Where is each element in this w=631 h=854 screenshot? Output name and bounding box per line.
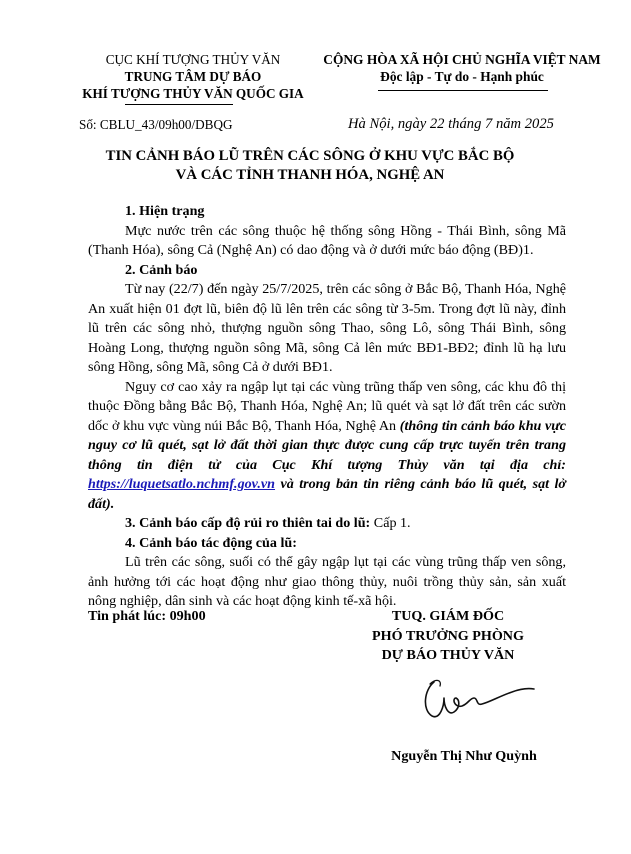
section-2-paragraph-2-plain: Nguy cơ cao xảy ra ngập lụt tại các vùng trũng thấp ven sông, các khu đô thị thuộc Đồng bằng Bắc Bộ, Thanh Hóa, Nghệ An; lũ quét và sạt lở đất trên các sườn dốc ở khu vực vùng núi Bắc Bộ, Thanh Hóa, Nghệ An <box>88 378 566 434</box>
agency-center: TRUNG TÂM DỰ BÁO <box>124 69 262 84</box>
agency-header <box>60 51 326 102</box>
document-body <box>88 202 566 612</box>
issue-time: Tin phát lúc: 09h00 <box>88 608 206 624</box>
document-number: Số: CBLU_43/09h00/DBQG <box>79 117 233 132</box>
title-line-2: VÀ CÁC TỈNH THANH HÓA, NGHỆ AN <box>175 167 445 183</box>
motto-underline <box>378 90 548 91</box>
national-title: CỘNG HÒA XÃ HỘI CHỦ NGHĨA VIỆT NAM <box>323 52 601 67</box>
section-4-heading: 4. Cảnh báo tác động của lũ: <box>125 534 297 551</box>
section-3-value: Cấp 1. <box>370 515 411 531</box>
agency-underline <box>125 104 233 105</box>
section-2-paragraph-2 <box>88 378 566 515</box>
agency-parent: CỤC KHÍ TƯỢNG THỦY VĂN <box>105 52 281 67</box>
signature-block <box>368 607 528 666</box>
document-date: Hà Nội, ngày 22 tháng 7 năm 2025 <box>348 116 554 132</box>
section-2-paragraph-2-emphasis: (thông tin cảnh báo khu vực nguy cơ lũ quét, sạt lở đất thời gian thực được cung cấp trực tuyến trên trang thông tin điện tử của Cục Khí tượng Thủy văn tại địa chỉ: <box>88 417 566 473</box>
flash-flood-portal-link[interactable]: https://luquetsatlo.nchmf.gov.vn <box>88 476 276 492</box>
section-2-heading: 2. Cảnh báo <box>125 261 198 278</box>
national-motto: Độc lập - Tự do - Hạnh phúc <box>380 69 544 84</box>
signer-name: Nguyễn Thị Như Quỳnh <box>391 748 537 764</box>
section-2-paragraph-1: Từ nay (22/7) đến ngày 25/7/2025, trên các sông ở Bắc Bộ, Thanh Hóa, Nghệ An xuất hiện 01 đợt lũ, biên độ lũ lên trên các sông từ 3-5m. Trong đợt lũ này, đỉnh lũ trên các sông nhỏ, thượng nguồn sông Thao, sông Lô, sông Thái Bình, sông Hoàng Long, thượng nguồn sông Mã, sông Cả lên mức BĐ1-BĐ2; đỉnh lũ hạ lưu sông Hồng, sông Mã, sông Cả ở dưới BĐ1. <box>88 281 566 375</box>
agency-center-full: KHÍ TƯỢNG THỦY VĂN QUỐC GIA <box>82 86 304 101</box>
national-header <box>306 51 618 85</box>
handwritten-signature <box>420 676 538 728</box>
title-line-1: TIN CẢNH BÁO LŨ TRÊN CÁC SÔNG Ở KHU VỰC BẮC BỘ <box>105 148 515 164</box>
section-4-text: Lũ trên các sông, suối có thể gây ngập lụt tại các vùng trũng thấp ven sông, ảnh hưởng tới các hoạt động như giao thông thủy, nuôi trồng thủy sản, sản xuất nông nghiệp, dân sinh và các hoạt động kinh tế-xã hội. <box>88 554 566 609</box>
signature-line-1: TUQ. GIÁM ĐỐC <box>391 608 505 624</box>
section-3-heading: 3. Cảnh báo cấp độ rủi ro thiên tai do lũ: <box>125 515 371 531</box>
section-1-heading: 1. Hiện trạng <box>125 203 205 219</box>
signature-line-2: PHÓ TRƯỞNG PHÒNG <box>372 627 524 644</box>
section-1-text: Mực nước trên các sông thuộc hệ thống sông Hồng - Thái Bình, sông Mã (Thanh Hóa), sông Cả (Nghệ An) có dao động và ở dưới mức báo động (BĐ)1. <box>88 222 566 258</box>
section-2-paragraph-2-tail: và trong bản tin riêng cảnh báo lũ quét, sạt lở đất). <box>88 476 566 512</box>
document-title <box>60 147 560 185</box>
section-3 <box>88 514 566 534</box>
signature-line-3: DỰ BÁO THỦY VĂN <box>381 647 515 663</box>
